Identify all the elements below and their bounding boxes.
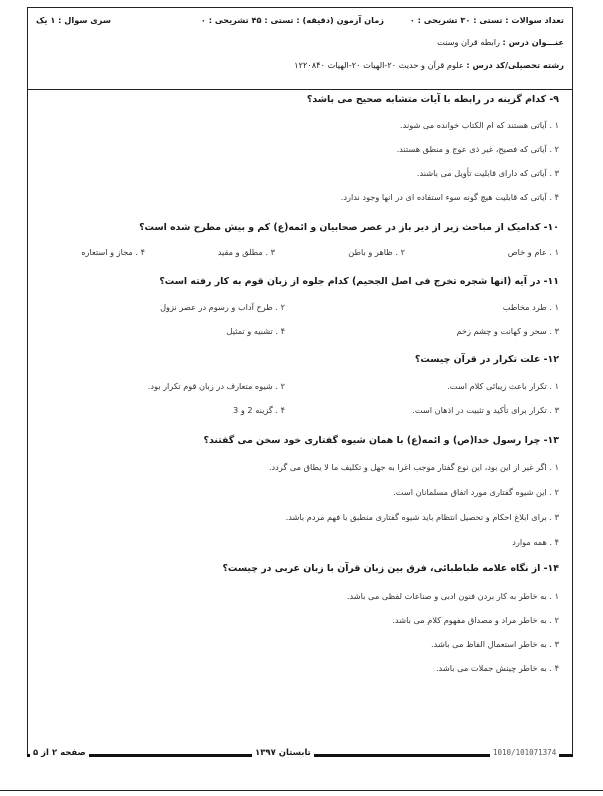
- question-count: تعداد سوالات : تستی : ۳۰ تشریحی : ۰: [409, 15, 564, 25]
- question-10-title: ۱۰- کدامیک از مباحث زیر از دیر باز در عصر صحابیان و ائمه(ع) کم و بیش مطرح شده است؟: [139, 222, 559, 233]
- question-14-option-3: ۳ . به خاطر استعمال الفاظ می باشد.: [431, 639, 559, 649]
- question-11-option-2: ۲ . طرح آداب و رسوم در عصر نزول: [160, 302, 285, 312]
- question-12-title: ۱۲- علت تکرار در قرآن چیست؟: [414, 354, 559, 365]
- field-label: رشته تحصیلی/کد درس :: [466, 60, 564, 70]
- question-13-option-2: ۲ . این شیوه گفتاری مورد اتفاق مسلمانان است.: [393, 487, 559, 497]
- question-12-option-1: ۱ . تکرار باعث زیبائی کلام است.: [447, 381, 559, 391]
- question-series: سری سوال : ۱ یک: [36, 15, 111, 25]
- question-13-option-1: ۱ . اگر غیر از این بود، این نوع گفتار موجب اغرا به جهل و تکلیف ما لا یطاق می گردد.: [268, 462, 559, 472]
- course-label: عنـــوان درس :: [502, 37, 564, 47]
- question-12-option-2: ۲ . شیوه متعارف در زبان قوم تکرار بود.: [147, 381, 285, 391]
- course-value: رابطه قران وسنت: [437, 37, 503, 47]
- question-11-option-4: ۴ . تشبیه و تمثیل: [226, 326, 285, 336]
- question-10-option-4: ۴ . مجاز و استعاره: [81, 247, 145, 257]
- question-10-option-2: ۲ . ظاهر و باطن: [348, 247, 405, 257]
- page-bottom-rule: [0, 790, 603, 791]
- question-13-option-4: ۴ . همه موارد: [512, 537, 559, 547]
- question-9-option-4: ۴ . آیاتی که قابلیت هیچ گونه سوء استفاده ای در انها وجود ندارد.: [340, 192, 559, 202]
- exam-term: تابستان ۱۳۹۷: [252, 748, 314, 758]
- question-9-option-3: ۳ . آیاتی که دارای قابلیت تأویل می باشند.: [416, 168, 559, 178]
- question-11-title: ۱۱- در آیه (انها شجره تخرج فی اصل الجحیم) کدام جلوه از زبان قوم به کار رفته است؟: [159, 276, 559, 287]
- question-11-option-1: ۱ . طرد مخاطب: [502, 302, 559, 312]
- question-13-title: ۱۳- چرا رسول خدا(ص) و ائمه(ع) با همان شیوه گفتاری خود سخن می گفتند؟: [203, 435, 559, 446]
- question-9-title: ۹- کدام گزینه در رابطه با آیات متشابه صحیح می باشد؟: [306, 94, 559, 105]
- question-12-option-4: ۴ . گزینه 2 و 3: [233, 405, 285, 415]
- field-value: علوم قرآن و حدیث ۲۰-الهیات ۲۰-الهیات ۱۲۲۰۸۴۰: [294, 60, 467, 70]
- question-14-option-2: ۲ . به خاطر مراد و مصداق مفهوم کلام می باشد.: [392, 615, 559, 625]
- question-10-option-1: ۱ . عام و خاص: [507, 247, 559, 257]
- exam-header: [28, 8, 572, 90]
- question-12-option-3: ۳ . تکرار برای تأکید و تثبیت در اذهان است.: [412, 405, 559, 415]
- course-title: [437, 37, 564, 47]
- page-footer: [0, 746, 603, 766]
- question-11-option-3: ۳ . سحر و کهانت و چشم زخم: [456, 326, 559, 336]
- question-14-option-1: ۱ . به خاطر به کار بردن فنون ادبی و صناعات لفظی می باشد.: [346, 591, 559, 601]
- question-10-option-3: ۳ . مطلق و مقید: [217, 247, 275, 257]
- question-9-option-2: ۲ . آیاتی که فصیح، غیر ذی عوج و منطق هستند.: [396, 144, 559, 154]
- question-14-title: ۱۴- از نگاه علامه طباطبائی، فرق بین زبان قرآن با زبان عربی در چیست؟: [222, 563, 559, 574]
- question-9-option-1: ۱ . آیاتی هستند که ام الکتاب خوانده می شوند.: [400, 120, 559, 130]
- question-13-option-3: ۳ . برای ابلاغ احکام و تحصیل انتظام باید شیوه گفتاری منطبق با فهم مردم باشد.: [285, 512, 559, 522]
- question-14-option-4: ۴ . به خاطر چینش جملات می باشد.: [435, 663, 559, 673]
- page-number: صفحه ۲ از ۵: [30, 748, 89, 758]
- exam-time: زمان آزمون (دقیقه) : تستی : ۴۵ تشریحی : ۰: [200, 15, 384, 25]
- exam-code: 1010/101071374: [490, 748, 559, 757]
- field-of-study: [294, 60, 564, 70]
